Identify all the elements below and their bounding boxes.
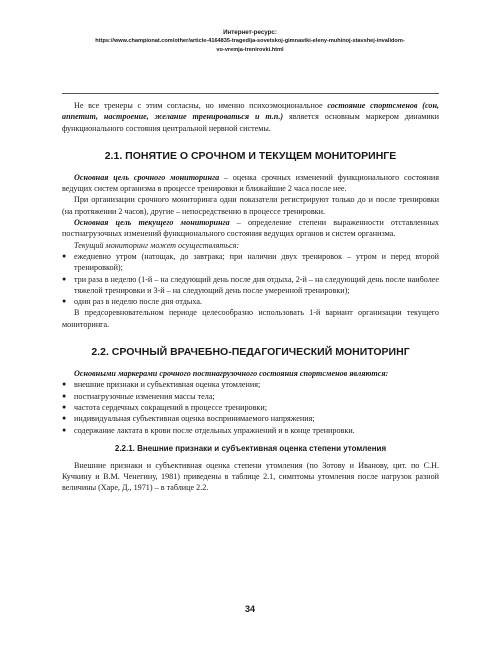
list-item: ● постнагрузочные изменения массы тела; [62, 391, 439, 402]
monitoring-frequency-list [62, 251, 439, 307]
source-title: Интернет-ресурс: [223, 29, 277, 36]
section-2-2-lead-text: Основными маркерами срочного постнагрузочного состояния спортсменов являются: [74, 369, 389, 379]
section-2-2-heading: 2.2. СРОЧНЫЙ ВРАЧЕБНО-ПЕДАГОГИЧЕСКИЙ МОНИТОРИНГ [91, 346, 410, 359]
intro-text-before: Не все тренеры с этим согласны, но именно психоэмоциональное [74, 101, 328, 110]
markers-list [62, 379, 439, 435]
header-rule [62, 93, 439, 94]
list-item: ● внешние признаки и субъективная оценка утомления; [62, 379, 439, 390]
section-2-2-1-heading: 2.2.1. Внешние признаки и субъективная оценка степени утомления [114, 443, 387, 453]
section-2-1-heading: 2.1. ПОНЯТИЕ О СРОЧНОМ И ТЕКУЩЕМ МОНИТОРИНГЕ [104, 149, 397, 162]
section-2-1-p4 [62, 240, 439, 251]
page-body [62, 100, 439, 494]
list-item: ● ежедневно утром (натощак, до завтрака; при наличии двух тренировок – утром и перед второй тренировкой); [62, 251, 439, 274]
page-number: 34 [244, 604, 255, 614]
intro-text-after: является основным маркером динамики функционального состояния центральной нервной системы. [62, 112, 439, 133]
intro-paragraph [62, 100, 439, 134]
list-item: ● частота сердечных сокращений в процессе тренировки; [62, 402, 439, 413]
source-header [40, 28, 460, 55]
section-2-1-p1-lead: Основная цель срочного мониторинга [74, 172, 220, 182]
list-item: ● три раза в неделю (1-й – на следующий день после дня отдыха, 2-й – на следующий день после наиболее тяжелой тренировки и 3-й – на следующий день после умеренной тренировки); [62, 274, 439, 297]
source-url-line2: vo-vremja-trenirovki.html [216, 47, 284, 53]
list-item: ● один раз в неделю после дня отдыха. [62, 296, 439, 307]
section-2-1-p3-lead: Основная цель текущего мониторинга [74, 218, 230, 228]
list-item: ● индивидуальная субъективная оценка воспринимаемого напряжения; [62, 413, 439, 424]
section-2-1-p2: При организации срочного мониторинга одни показатели регистрируют только до и после тренировки (на протяжении 2 часов), другие – непосредственно в процессе тренировки. [62, 195, 439, 216]
section-2-2-lead [62, 368, 439, 379]
section-2-1-p1 [62, 172, 439, 195]
section-2-1-p4-text: Текущий мониторинг может осуществляться: [74, 240, 240, 250]
list-item: ● содержание лактата в крови после отдельных упражнений и в конце тренировки. [62, 425, 439, 436]
section-2-1-p5: В предсоревновательном периоде целесообразно использовать 1-й вариант организации текущего мониторинга. [62, 308, 439, 329]
section-2-1-p1-rest: – оценка срочных изменений функционального состояния ведущих систем организма в процессе тренировки и ближайшие 2 часа после нее. [62, 172, 440, 194]
section-2-2-1-p1: Внешние признаки и субъективная оценка степени утомления (по Зотову и Иванову, цит. по С.Н. Кучкину и В.М. Ченегину, 1981) приведены в таблице 2.1, симптомы утомления после нагрузок разной величины (Харе, Д., 1971) – в таблице 2.2. [62, 460, 439, 493]
section-2-1-p3-rest: – определение степени выраженности отставленных постнагрузочных изменений функционального состояния ведущих органов и систем организма. [62, 218, 439, 239]
intro-emphasis: состояние спортсменов (сон, аппетит, настроение, желание тренироваться и т.п.) [62, 101, 439, 122]
source-url-line1: https://www.championat.com/other/article-4164835-tragedija-sovetskoj-gimnastki-eleny-muhinoj-stavshej-invalidom- [95, 38, 405, 44]
section-2-1-p3 [62, 217, 439, 240]
